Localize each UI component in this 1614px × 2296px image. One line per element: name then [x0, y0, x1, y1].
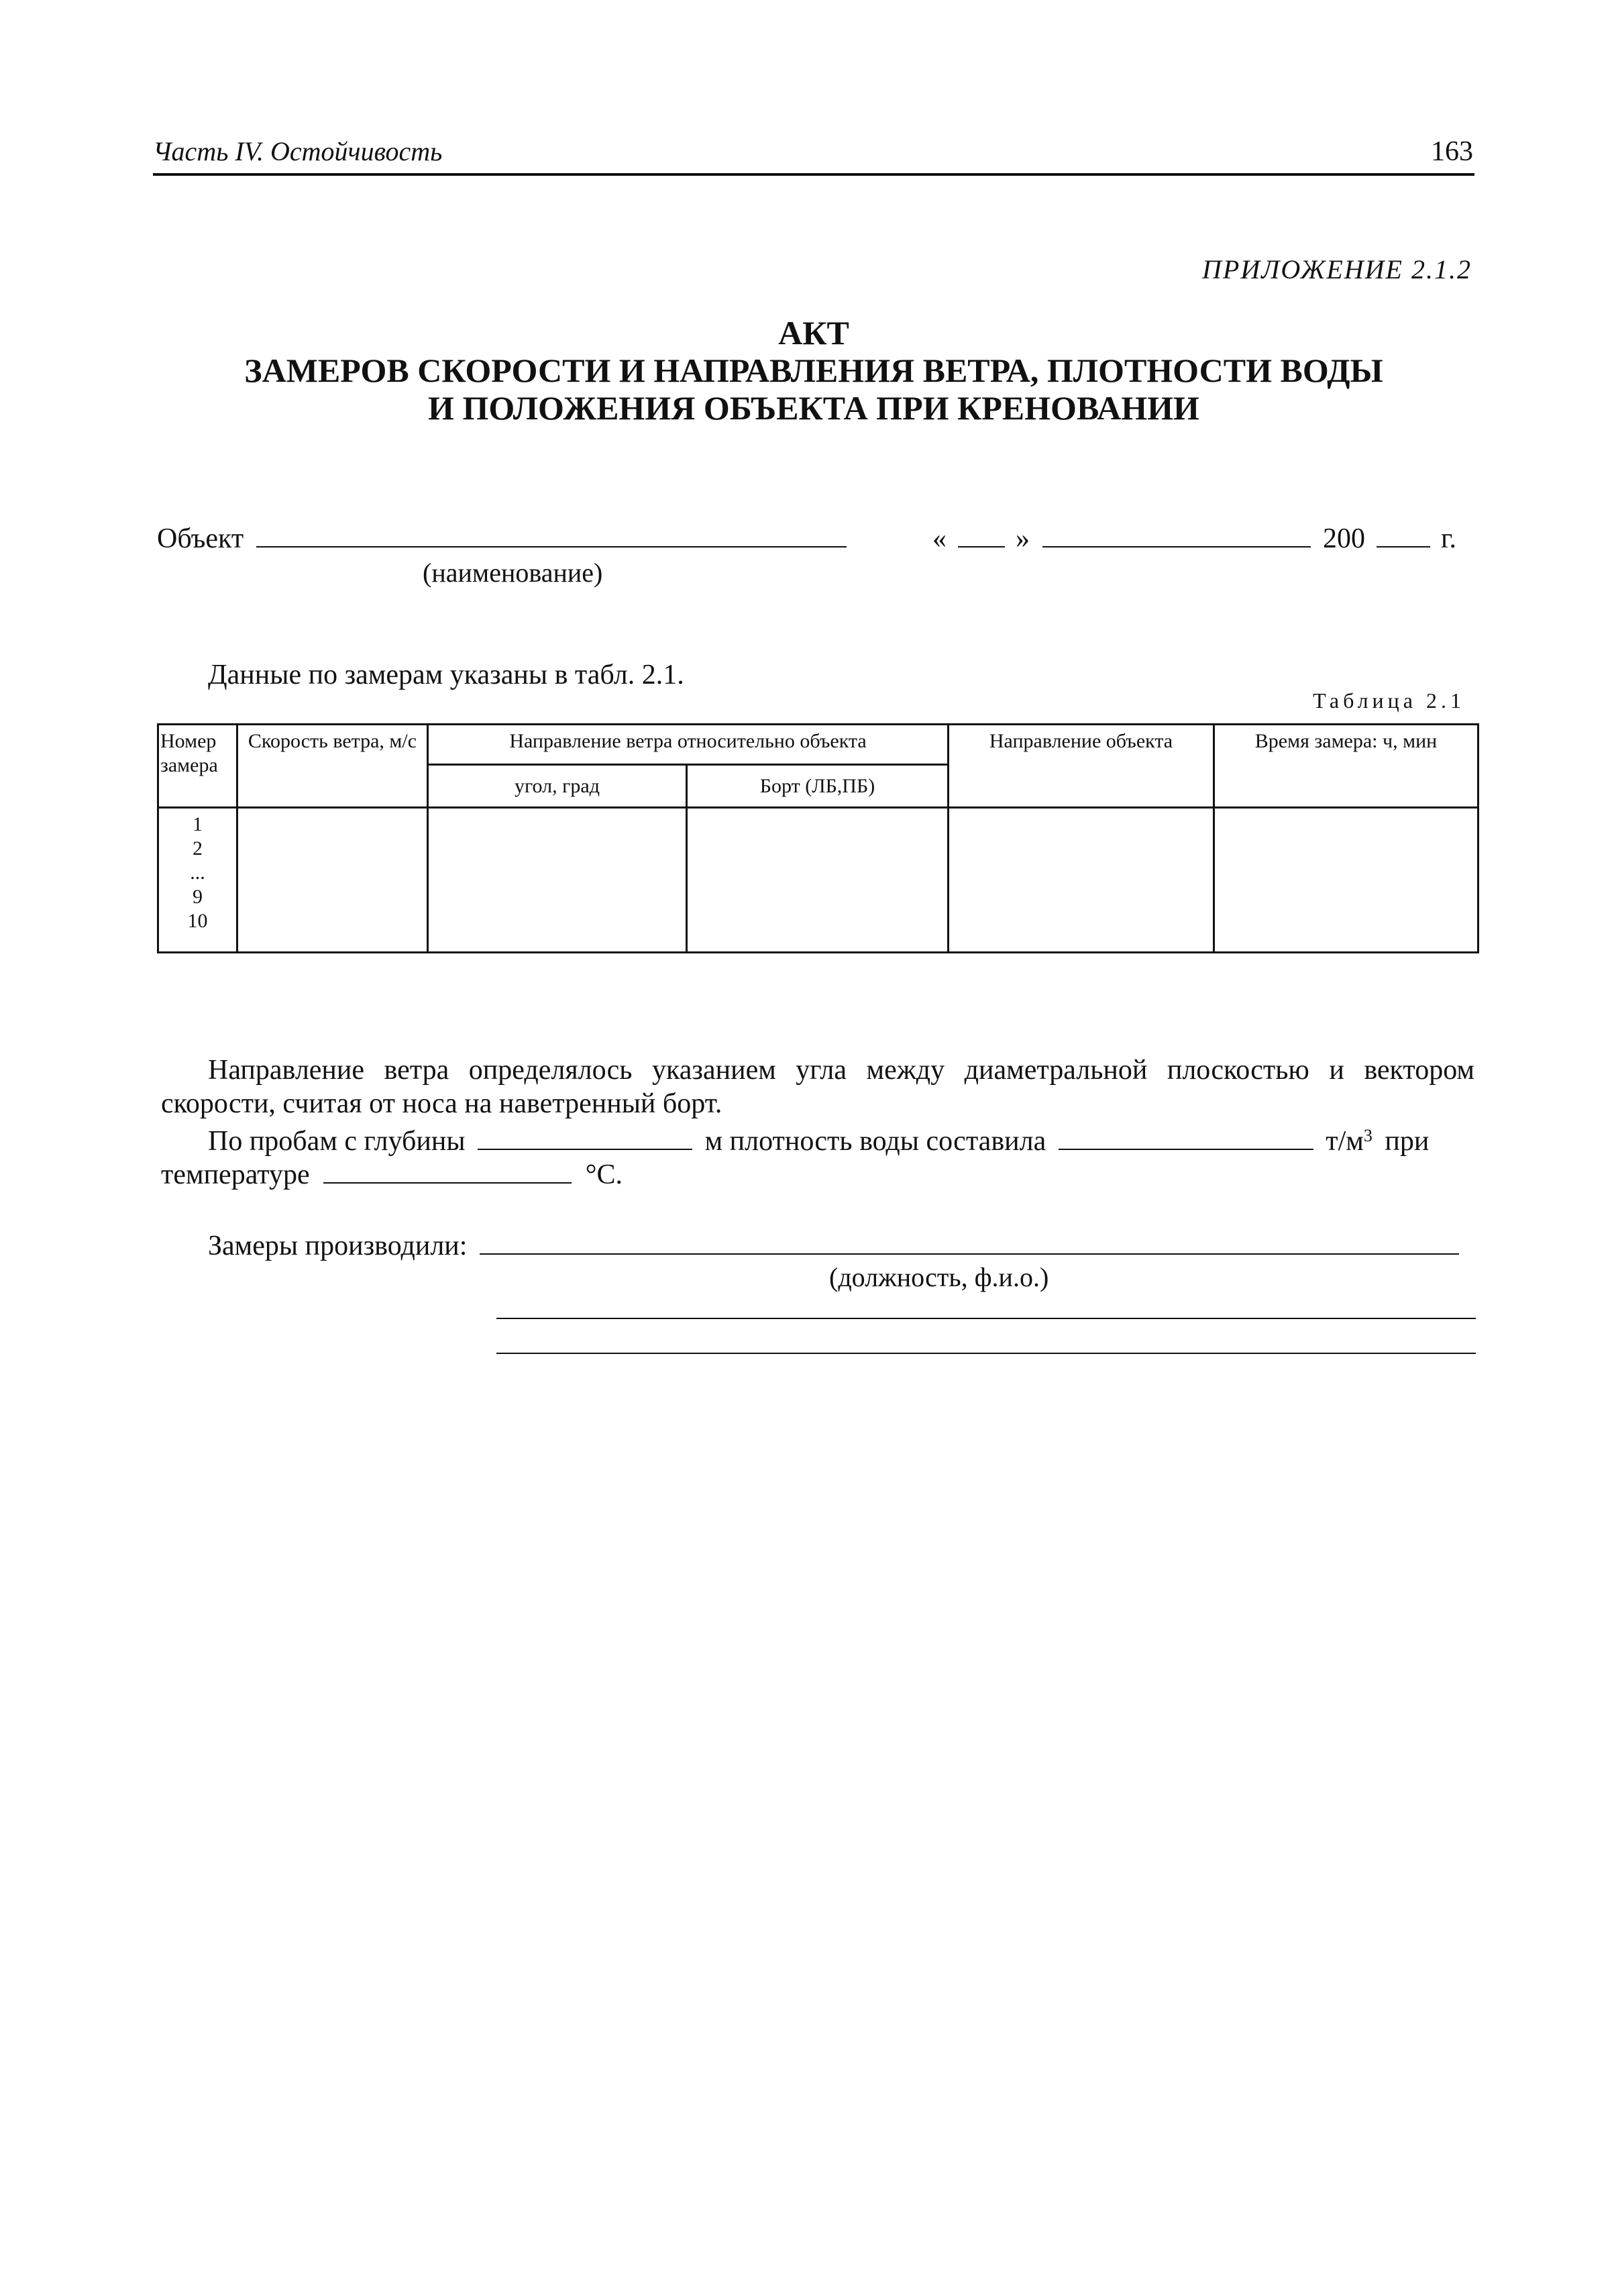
title-line-3: И ПОЛОЖЕНИЯ ОБЪЕКТА ПРИ КРЕНОВАНИИ: [428, 389, 1199, 427]
quote-close: »: [1016, 523, 1030, 554]
row-numbers-cell: [158, 808, 237, 953]
document-title: [153, 314, 1474, 427]
date-field-row: [932, 521, 1456, 555]
depth-blank[interactable]: [478, 1123, 692, 1150]
title-line-2: ЗАМЕРОВ СКОРОСТИ И НАПРАВЛЕНИЯ ВЕТРА, ПЛОТНОСТИ ВОДЫ: [244, 352, 1383, 389]
row-number: 9: [193, 886, 203, 908]
year-suffix: г.: [1441, 523, 1456, 554]
signature-blank-3[interactable]: [496, 1353, 1476, 1354]
table-caption: Таблица 2.1: [1313, 688, 1465, 713]
quote-open: «: [932, 523, 947, 554]
signature-row: [208, 1228, 1459, 1262]
header-angle: угол, град: [428, 765, 687, 808]
header-divider: [153, 173, 1474, 176]
row-number: 10: [187, 910, 208, 932]
running-header-section: Часть IV. Остойчивость: [153, 136, 443, 166]
temperature-row: [161, 1157, 623, 1192]
density-suffix: при: [1385, 1126, 1430, 1157]
object-name-caption: (наименование): [423, 558, 603, 588]
speed-cell[interactable]: [237, 808, 428, 953]
signature-blank-2[interactable]: [496, 1318, 1476, 1319]
row-number: 1: [193, 813, 203, 835]
density-paragraph: [161, 1123, 1474, 1158]
object-label: Объект: [157, 523, 244, 554]
object-name-blank[interactable]: [256, 521, 847, 547]
depth-prefix: По пробам с глубины: [208, 1126, 466, 1157]
temperature-blank[interactable]: [323, 1157, 572, 1184]
year-blank[interactable]: [1377, 521, 1430, 547]
object-field-row: [157, 521, 847, 555]
density-blank[interactable]: [1059, 1123, 1313, 1150]
title-line-1: АКТ: [778, 314, 849, 352]
signature-label: Замеры производили:: [208, 1231, 468, 1261]
year-prefix: 200: [1323, 523, 1365, 554]
signature-caption: (должность, ф.и.о.): [829, 1262, 1049, 1292]
header-direction: Направление ветра относительно объекта: [428, 725, 949, 765]
data-note: Данные по замерам указаны в табл. 2.1.: [208, 660, 684, 690]
month-blank[interactable]: [1042, 521, 1311, 547]
time-cell[interactable]: [1214, 808, 1478, 953]
header-time: Время замера: ч, мин: [1214, 725, 1478, 808]
measurements-table: [157, 723, 1479, 953]
header-object-direction: Направление объекта: [949, 725, 1214, 808]
angle-cell[interactable]: [428, 808, 687, 953]
temperature-unit: °С.: [585, 1159, 623, 1190]
row-number: 2: [193, 837, 203, 859]
page-number: 163: [1431, 136, 1473, 167]
direction-note-paragraph: Направление ветра определялось указанием угла между диаметральной плоскостью и вектором скорости, считая от носа на наветренный борт.: [161, 1055, 1474, 1119]
density-unit: т/м: [1326, 1126, 1364, 1157]
board-cell[interactable]: [687, 808, 949, 953]
header-number: Номер замера: [158, 725, 237, 808]
day-blank[interactable]: [958, 521, 1005, 547]
temperature-label: температуре: [161, 1159, 310, 1190]
depth-middle: м плотность воды составила: [704, 1126, 1046, 1157]
header-board: Борт (ЛБ,ПБ): [687, 765, 949, 808]
signature-blank-1[interactable]: [480, 1228, 1459, 1255]
appendix-label: ПРИЛОЖЕНИЕ 2.1.2: [1202, 254, 1472, 284]
row-number: ...: [190, 862, 205, 884]
density-exponent: 3: [1363, 1126, 1373, 1145]
object-direction-cell[interactable]: [949, 808, 1214, 953]
header-speed: Скорость ветра, м/с: [237, 725, 428, 808]
